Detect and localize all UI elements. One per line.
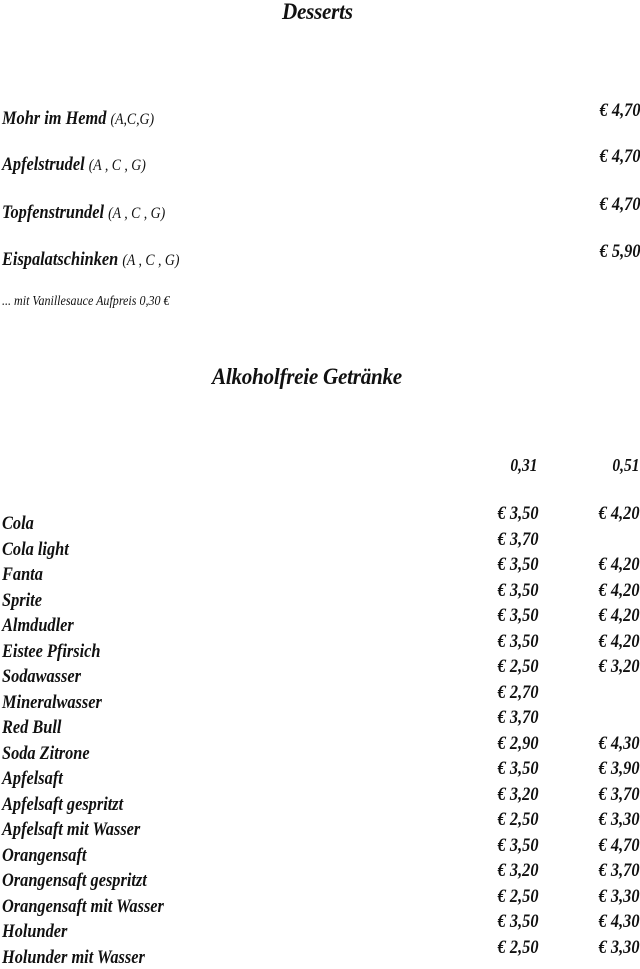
drink-price-large: € 4,30: [598, 911, 639, 932]
drink-price-small: € 2,50: [497, 936, 538, 958]
drink-price-large: € 4,30: [598, 732, 639, 754]
drink-price-large: € 4,20: [598, 630, 639, 652]
drink-price-small: € 3,50: [497, 911, 538, 932]
column-header-large: 0,51: [611, 455, 639, 475]
dessert-item: [0, 100, 640, 130]
drink-name: Holunder: [2, 921, 68, 942]
dessert-price: € 5,90: [599, 241, 640, 262]
drink-price-large: € 3,90: [598, 758, 639, 779]
drink-price-small: € 2,50: [497, 885, 538, 907]
drink-name: Orangensaft: [2, 844, 87, 866]
drink-price-small: € 3,70: [497, 528, 538, 550]
drink-price-large: € 3,30: [598, 809, 639, 830]
dessert-price: € 4,70: [599, 194, 640, 215]
drink-name: Orangensaft mit Wasser: [2, 895, 164, 917]
drink-price-large: € 4,20: [598, 503, 639, 524]
drink-name: Fanta: [2, 564, 43, 585]
drink-price-small: € 3,20: [497, 860, 538, 881]
drink-price-large: € 3,30: [598, 936, 639, 958]
drink-price-large: € 4,70: [598, 834, 639, 856]
dessert-allergens: (A , C , G): [122, 252, 180, 269]
dessert-allergens: (A,C,G): [110, 111, 155, 128]
dessert-item: [0, 241, 640, 271]
drink-price-small: € 2,70: [497, 681, 538, 703]
drink-name: Apfelsaft gespritzt: [2, 793, 124, 815]
drink-name: Sprite: [2, 589, 42, 611]
dessert-allergens: (A , C , G): [108, 205, 166, 222]
drink-price-small: € 3,20: [497, 783, 538, 805]
dessert-price: € 4,70: [599, 100, 640, 121]
dessert-item: [0, 146, 640, 176]
dessert-name: Mohr im Hemd (A,C,G): [2, 108, 155, 129]
drink-price-large: € 3,30: [598, 885, 639, 907]
drink-name: Apfelsaft mit Wasser: [2, 819, 141, 840]
drink-name: Sodawasser: [2, 666, 81, 687]
drink-price-large: € 4,20: [598, 579, 639, 601]
drink-price-small: € 3,70: [497, 707, 538, 728]
drink-price-small: € 2,90: [497, 732, 538, 754]
drink-price-small: € 3,50: [497, 834, 538, 856]
drink-price-small: € 3,50: [497, 605, 538, 626]
dessert-price: € 4,70: [599, 146, 640, 167]
dessert-name: Apfelstrudel (A , C , G): [2, 154, 146, 175]
dessert-item: [0, 194, 640, 224]
dessert-note: ... mit Vanillesauce Aufpreis 0,30 €: [2, 294, 170, 309]
drinks-title: Alkoholfreie Getränke: [212, 364, 402, 389]
drink-price-small: € 3,50: [497, 554, 538, 575]
drink-name: Mineralwasser: [2, 691, 102, 713]
drink-price-large: € 3,20: [598, 656, 639, 677]
drink-price-small: € 3,50: [497, 630, 538, 652]
dessert-name: Topfenstrundel (A , C , G): [2, 202, 166, 223]
drink-price-small: € 2,50: [497, 656, 538, 677]
drink-name: Orangensaft gespritzt: [2, 870, 147, 891]
drink-price-small: € 2,50: [497, 809, 538, 830]
drink-name: Apfelsaft: [2, 768, 63, 789]
drink-price-large: € 4,20: [598, 605, 639, 626]
drink-price-large: € 3,70: [598, 860, 639, 881]
desserts-title: Desserts: [282, 0, 353, 24]
dessert-allergens: (A , C , G): [88, 157, 146, 174]
drink-price-large: € 4,20: [598, 554, 639, 575]
drink-price-small: € 3,50: [497, 579, 538, 601]
drink-name: Cola: [2, 513, 34, 534]
drink-name: Red Bull: [2, 717, 62, 738]
drink-price-small: € 3,50: [497, 503, 538, 524]
column-header-small: 0,31: [509, 455, 537, 475]
drink-price-small: € 3,50: [497, 758, 538, 779]
dessert-name: Eispalatschinken (A , C , G): [2, 249, 180, 270]
drink-price-large: € 3,70: [598, 783, 639, 805]
drink-name: Almdudler: [2, 615, 74, 636]
drink-name: Eistee Pfirsich: [2, 640, 101, 662]
drink-name: Holunder mit Wasser: [2, 946, 145, 968]
drink-name: Soda Zitrone: [2, 742, 90, 764]
drink-name: Cola light: [2, 538, 69, 560]
